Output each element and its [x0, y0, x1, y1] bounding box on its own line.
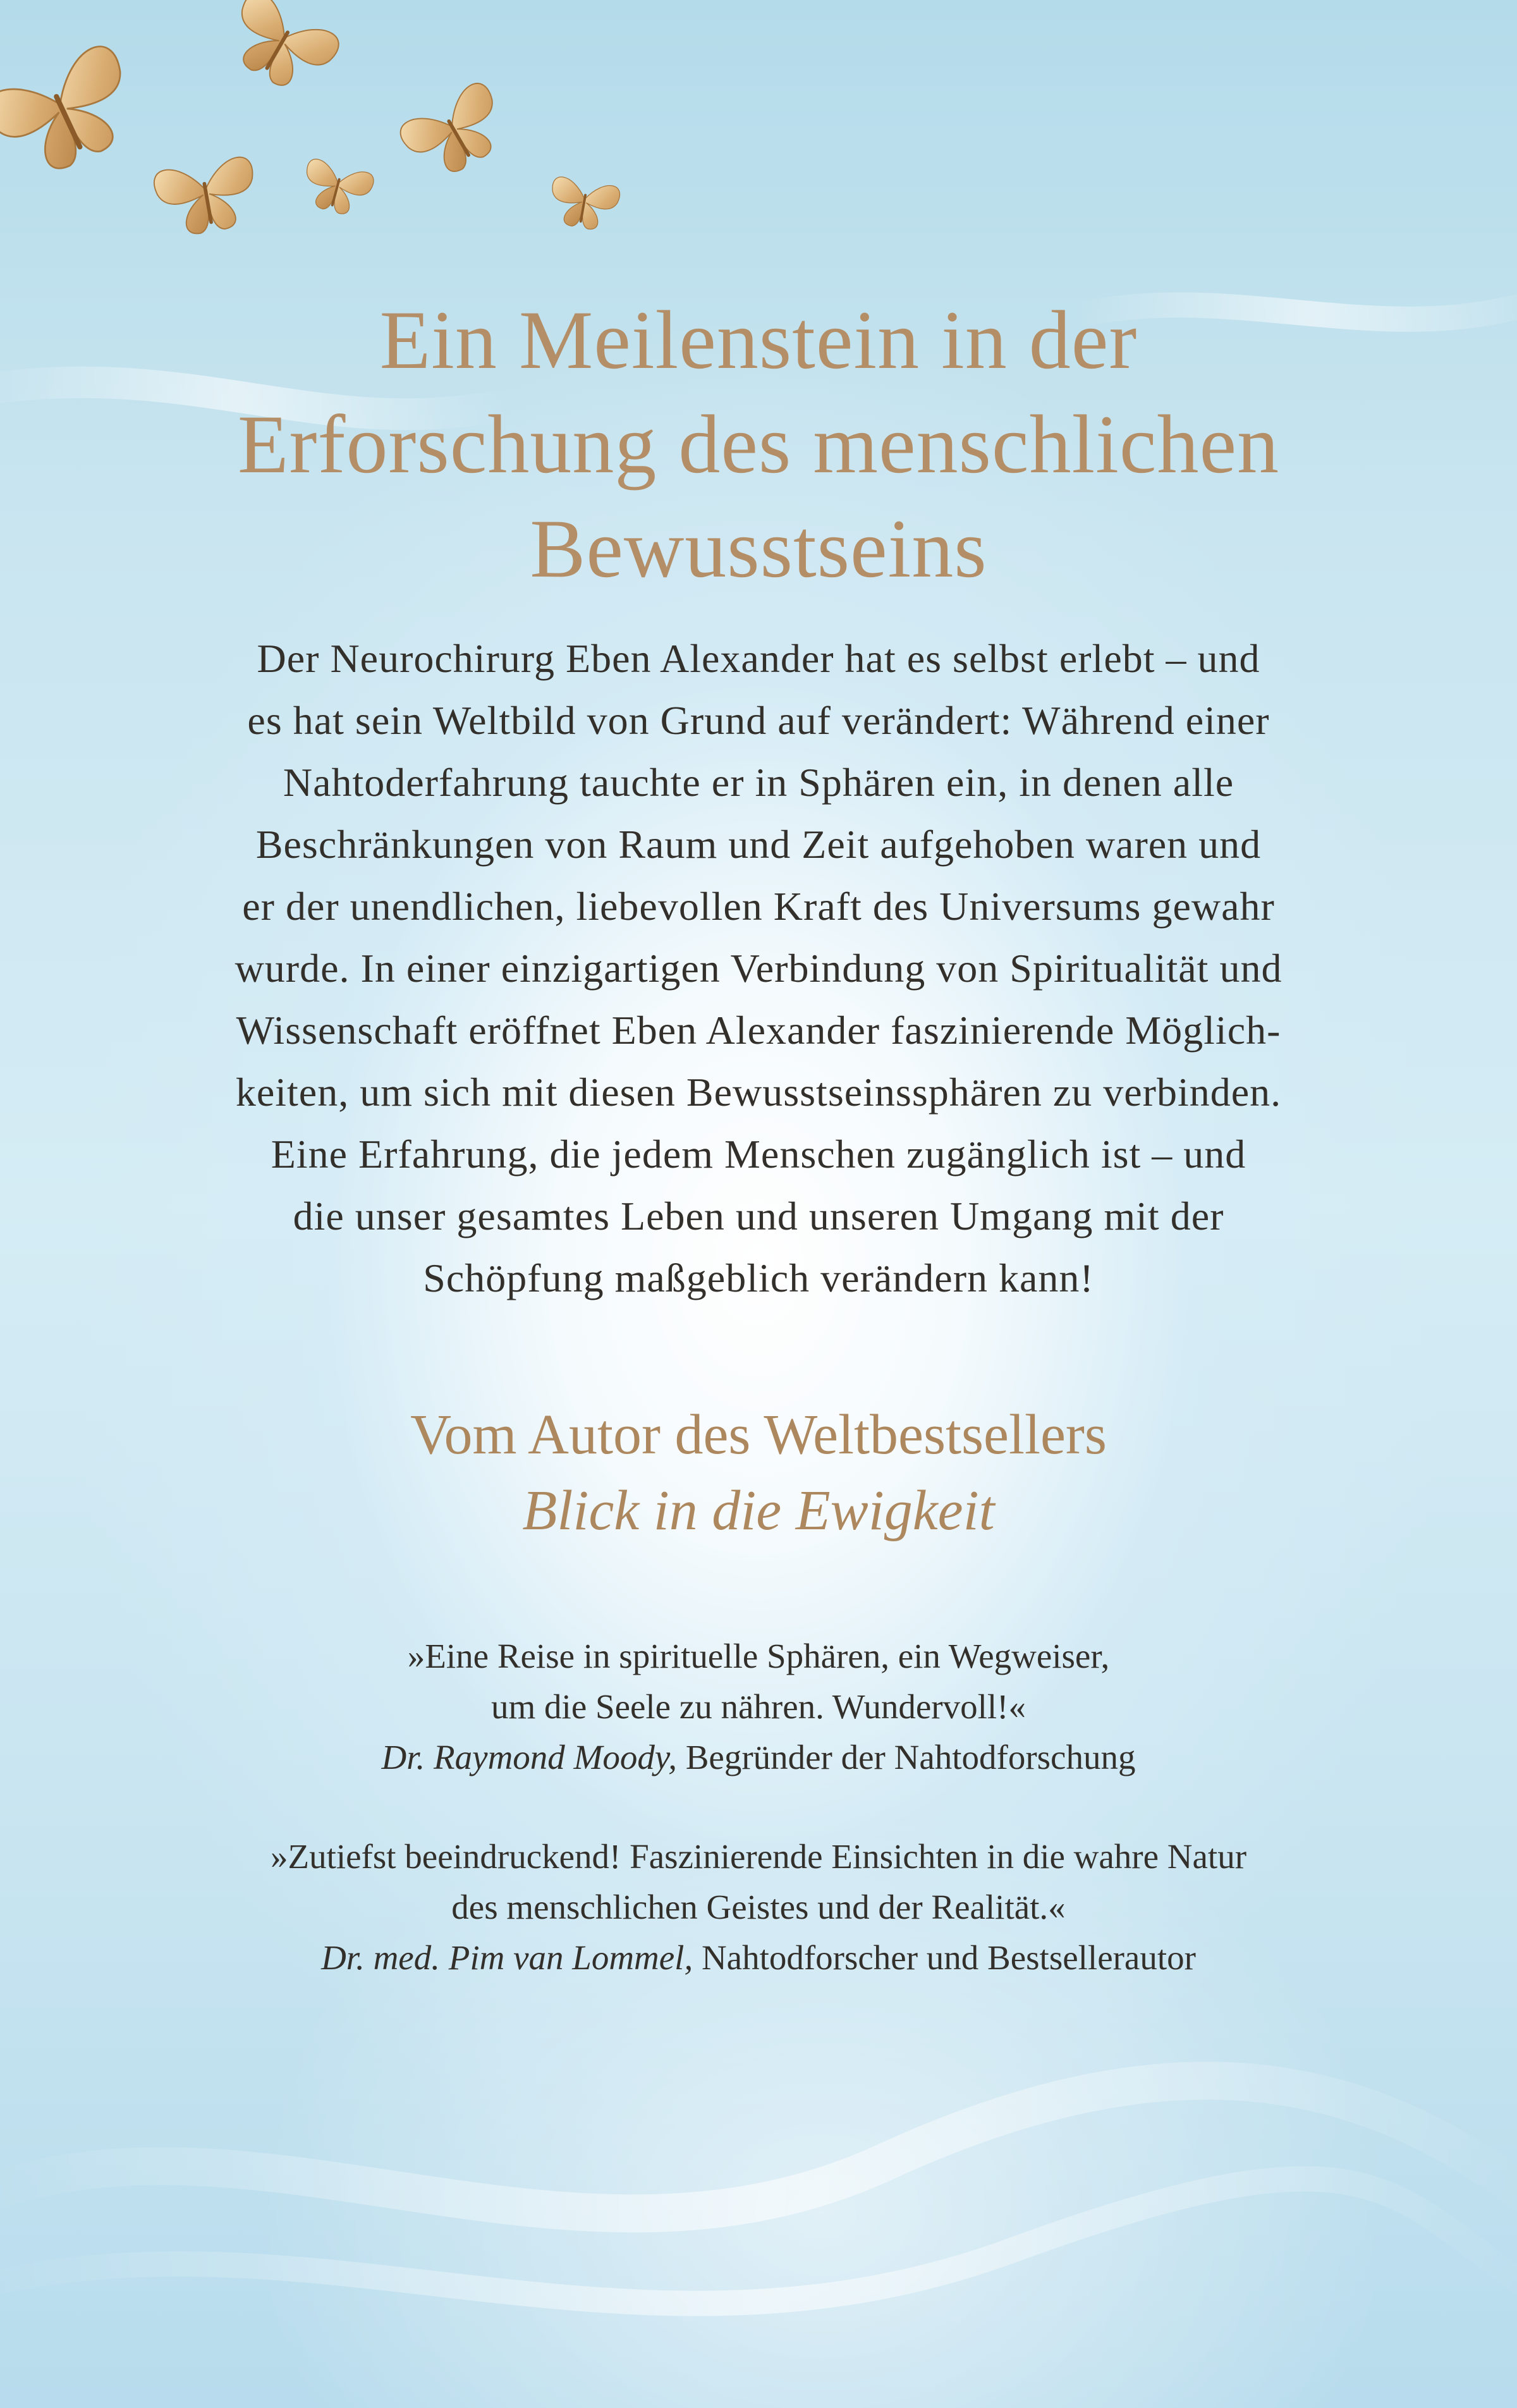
headline-line: Erforschung des menschlichen [237, 398, 1280, 491]
testimonial-line: »Eine Reise in spirituelle Sphären, ein Wegweiser, [407, 1637, 1110, 1675]
testimonial-role: Nahtodforscher und Bestsellerautor [693, 1938, 1196, 1977]
author-note [0, 1397, 1517, 1549]
blurb-line: es hat sein Weltbild von Grund auf verändert: Während einer [247, 698, 1270, 743]
blurb-line: Nahtoderfahrung tauchte er in Sphären ein, in denen alle [283, 760, 1234, 805]
testimonial-attribution [0, 1933, 1517, 1983]
butterfly-icon [298, 157, 375, 220]
butterfly-icon [0, 40, 149, 188]
blurb [0, 628, 1517, 1309]
blurb-line: Der Neurochirurg Eben Alexander hat es selbst erlebt – und [257, 636, 1260, 681]
blurb-line: keiten, um sich mit diesen Bewusstseinssphären zu verbinden. [235, 1070, 1282, 1115]
blurb-line: Wissenschaft eröffnet Eben Alexander faszinierende Möglich- [236, 1008, 1281, 1053]
butterfly-icon [546, 176, 621, 233]
testimonial-line: des menschlichen Geistes und der Realität.« [451, 1888, 1066, 1926]
blurb-line: die unser gesamtes Leben und unseren Umgang mit der [293, 1194, 1224, 1238]
testimonial-line: um die Seele zu nähren. Wundervoll!« [491, 1687, 1026, 1726]
blurb-line: er der unendlichen, liebevollen Kraft des Universums gewahr [242, 884, 1275, 929]
butterfly-icon [217, 0, 344, 102]
testimonial [0, 1831, 1517, 1983]
book-title: Blick in die Ewigkeit [522, 1479, 995, 1542]
testimonial-role: Begründer der Nahtodforschung [676, 1738, 1136, 1776]
headline-line: Bewusstseins [530, 502, 987, 595]
headline-line: Ein Meilenstein in der [379, 293, 1138, 386]
blurb-line: Eine Erfahrung, die jedem Menschen zugänglich ist – und [271, 1132, 1246, 1176]
testimonial-author: Dr. med. Pim van Lommel, [321, 1938, 693, 1977]
testimonial-author: Dr. Raymond Moody, [381, 1738, 677, 1776]
testimonial [0, 1631, 1517, 1783]
testimonial-line: »Zutiefst beeindruckend! Faszinierende Einsichten in die wahre Natur [270, 1837, 1247, 1876]
butterfly-icon [152, 155, 262, 240]
blurb-line: Schöpfung maßgeblich verändern kann! [423, 1256, 1094, 1300]
testimonial-attribution [0, 1732, 1517, 1783]
butterfly-icon [396, 79, 516, 188]
blurb-line: Beschränkungen von Raum und Zeit aufgehoben waren und [255, 822, 1262, 867]
blurb-line: wurde. In einer einzigartigen Verbindung von Spiritualität und [235, 946, 1282, 991]
butterfly-swarm [0, 0, 632, 266]
headline [0, 288, 1517, 601]
author-note-line: Vom Autor des Weltbestsellers [410, 1403, 1107, 1466]
